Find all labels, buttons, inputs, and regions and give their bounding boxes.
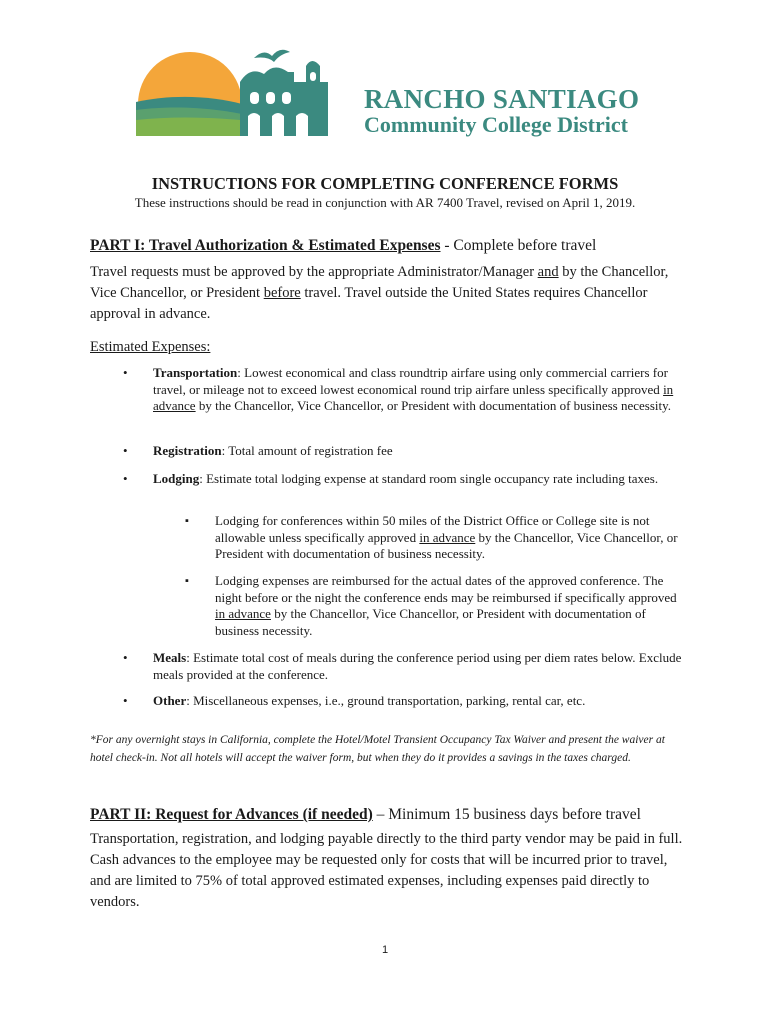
sub-bullet-icon: ▪ [185,575,189,587]
district-logo [132,44,642,144]
bullet-icon: • [123,693,128,708]
bullet-icon: • [123,471,128,486]
page-number: 1 [381,944,389,956]
part2-paragraph: Transportation, registration, and lodging payable directly to the third party vendor may be paid in full. Cash advances to the employee may be requested only for costs that will be incurred prior to travel, and are limited to 75% of total approved estimated expenses, including expenses paid directly to vendors. [90,831,683,910]
part2-heading: PART II: Request for Advances (if needed) – Minimum 15 business days before travel [90,806,641,823]
sub-bullet-icon: ▪ [185,515,189,527]
document-subtitle: These instructions should be read in conjunction with AR 7400 Travel, revised on April 1, 2019. [134,195,636,210]
list-item-lodging: Lodging: Estimate total lodging expense at standard room single occupancy rate including taxes. [153,471,659,486]
logo-name-line2: Community College District [364,112,628,137]
list-item-registration: Registration: Total amount of registration fee [153,443,393,458]
lodging-sub-item: Lodging for conferences within 50 miles of the District Office or College site is not allowable unless specifically approved in advance by the Chancellor, Vice Chancellor, or President with documentation of business necessity. [215,513,678,561]
bullet-icon: • [123,443,128,458]
logo-name-line1: RANCHO SANTIAGO [364,84,640,114]
estimated-expenses-label: Estimated Expenses: [90,339,211,355]
logo-emblem-icon [132,44,362,144]
list-item-meals: Meals: Estimate total cost of meals during the conference period using per diem rates below. Exclude meals provided at the conference. [153,650,682,682]
list-item-other: Other: Miscellaneous expenses, i.e., ground transportation, parking, rental car, etc. [153,693,586,708]
bullet-icon: • [123,650,128,665]
tax-waiver-note: *For any overnight stays in California, complete the Hotel/Motel Transient Occupancy Tax Waiver and present the waiver at hotel check-in. Not all hotels will accept the waiver form, but when they do it provides a savings in the taxes charged. [90,734,665,764]
bullet-icon: • [123,365,128,380]
list-item-transportation: Transportation: Lowest economical and class roundtrip airfare using only commercial carriers for travel, or mileage not to exceed lowest economical round trip airfare unless specifically approved in advance by the Chancellor, Vice Chancellor, or President with documentation of business necessity. [153,365,674,413]
part1-paragraph: Travel requests must be approved by the appropriate Administrator/Manager and by the Chancellor, Vice Chancellor, or President before travel. Travel outside the United States requires Chancellor approval in advance. [90,264,669,322]
part1-heading: PART I: Travel Authorization & Estimated Expenses - Complete before travel [90,237,597,254]
document-title: INSTRUCTIONS FOR COMPLETING CONFERENCE FORMS [151,174,619,193]
lodging-sub-item: Lodging expenses are reimbursed for the actual dates of the approved conference. The night before or the night the conference ends may be reimbursed if specifically approved in advance by the Chancellor, Vice Chancellor, or President with documentation of business necessity. [215,573,677,638]
